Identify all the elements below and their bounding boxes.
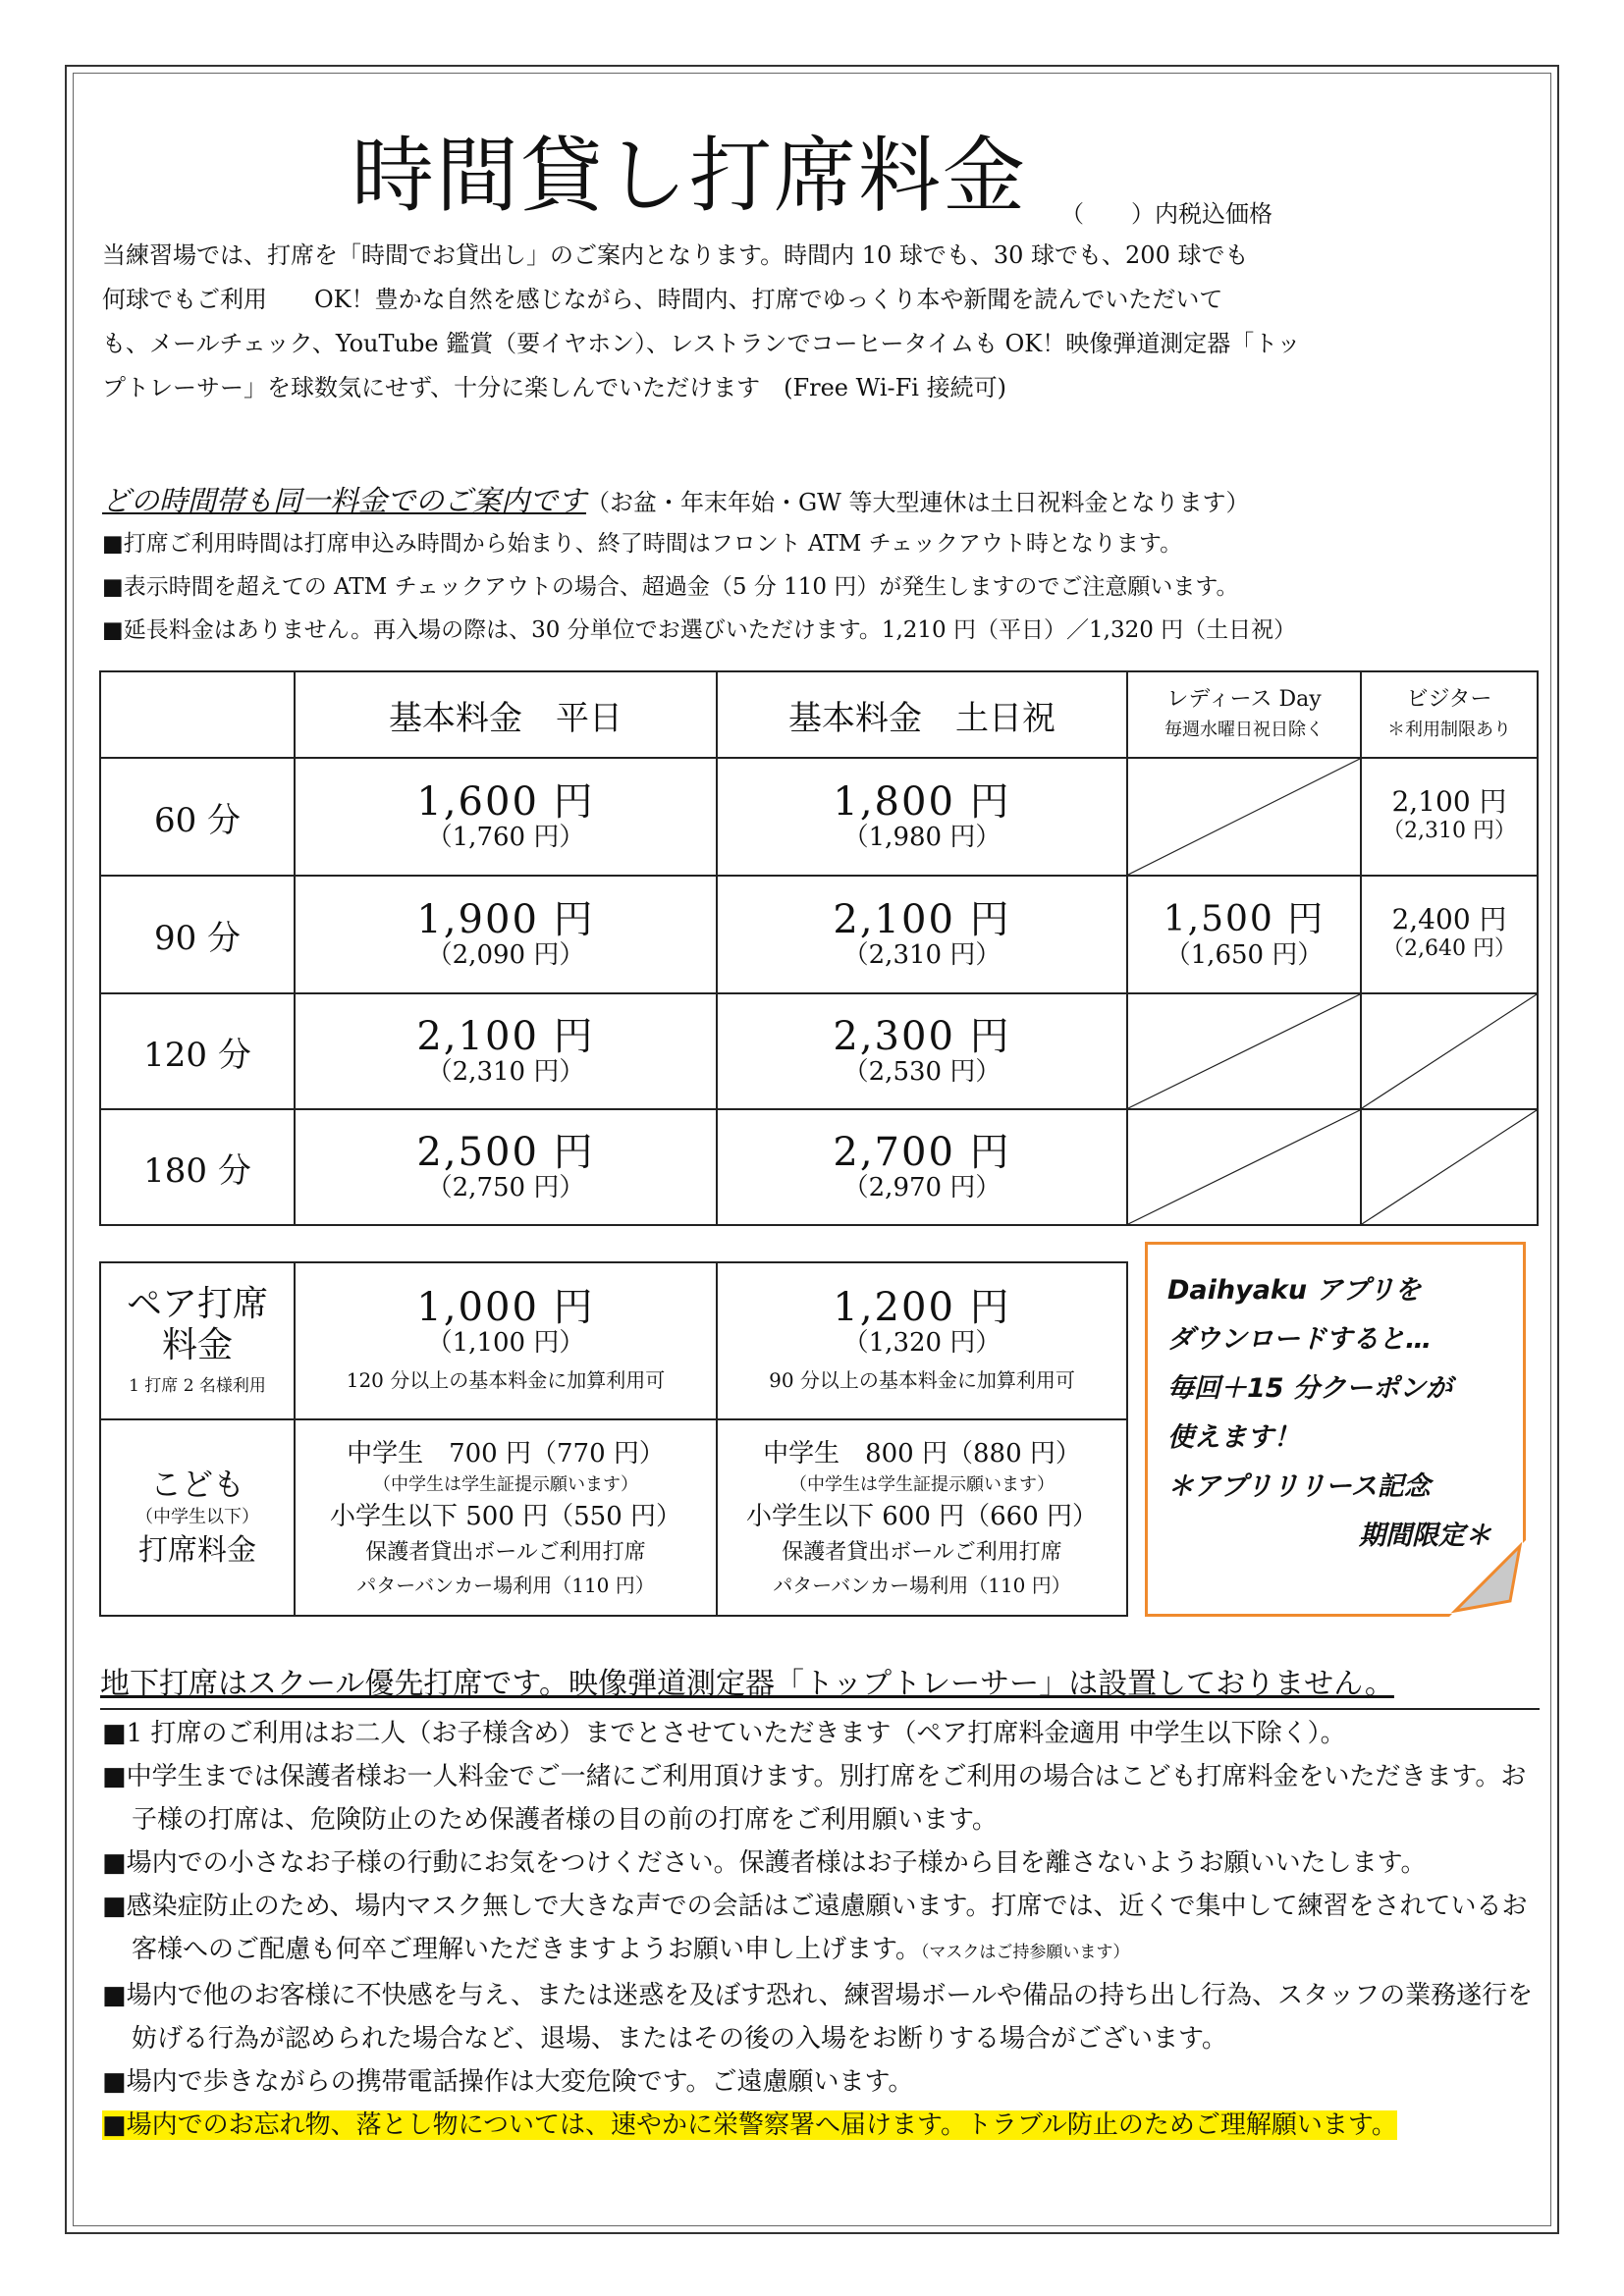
table-row (100, 993, 1538, 1109)
price: 2,300 円 (833, 1014, 1011, 1059)
price: 1,500 円 (1163, 899, 1326, 939)
kids-note: パターバンカー場利用（110 円） (773, 1574, 1071, 1597)
promo-line: 使えます！ (1167, 1422, 1300, 1453)
rule-item: ■中学生までは保護者様お一人料金でご一緒にご利用頂けます。別打席をご利用の場合はこども打席料金をいただきます。お子様の打席は、危険防止のため保護者様の目の前の打席をご利用願います。 (102, 1762, 1527, 1835)
price: 1,900 円 (416, 897, 595, 942)
price-tax: （1,650 円） (1164, 940, 1324, 970)
header-visitor-note: ＊利用制限あり (1387, 720, 1511, 740)
table-header-row (100, 671, 1538, 758)
section-heading (102, 479, 1526, 519)
intro-line: 当練習場では、打席を「時間でお貸出し」のご案内となります。時間内 10 球でも、30 球でも、200 球でも (102, 241, 1249, 269)
pair-label: ペア打席 (126, 1284, 268, 1324)
price: 1,600 円 (416, 779, 595, 825)
duration-cell: 180 分 (100, 1109, 295, 1225)
kids-note: 保護者貸出ボールご利用打席 (365, 1540, 646, 1565)
rules-heading: 地下打席はスクール優先打席です。映像弾道測定器「トップトレーサー」は設置しておりません。 (100, 1667, 1394, 1701)
kids-label-note: （中学生以下） (135, 1507, 259, 1527)
promo-text (1167, 1266, 1511, 1561)
visitor-price-cell (1361, 876, 1538, 993)
weekday-price-cell (295, 876, 717, 993)
rules-list (102, 1712, 1536, 2147)
rate-table (99, 670, 1539, 1226)
duration-cell: 120 分 (100, 993, 295, 1109)
duration-cell: 60 分 (100, 758, 295, 876)
rule-item (102, 2104, 1536, 2147)
diagonal-slash (1128, 759, 1360, 875)
weekend-price-cell (717, 993, 1127, 1109)
kids-row (100, 1419, 1127, 1616)
kids-jhs-note: （中学生は学生証提示願います） (789, 1474, 1055, 1495)
kids-label: こども (149, 1466, 244, 1503)
extra-rate-table (99, 1261, 1128, 1617)
price-tax: （2,090 円） (426, 940, 585, 970)
promo-line: ＊アプリリリース記念 (1167, 1471, 1431, 1502)
app-promo-box (1145, 1242, 1526, 1617)
diagonal-slash (1362, 1110, 1537, 1224)
price: 2,500 円 (416, 1130, 595, 1175)
ladies-na-cell (1127, 1109, 1361, 1225)
weekend-price-cell (717, 876, 1127, 993)
promo-line: ダウンロードすると… (1167, 1324, 1433, 1355)
weekday-price-cell (295, 758, 717, 876)
pair-weekend-cell (717, 1262, 1127, 1419)
diagonal-slash (1128, 1110, 1360, 1224)
rule-item: ■場内で他のお客様に不快感を与え、または迷惑を及ぼす恐れ、練習場ボールや備品の持ち出し行為、スタッフの業務遂行を妨げる行為が認められた場合など、退場、またはその後の入場をお断りする場合がございます。 (102, 1981, 1534, 2054)
duration-cell: 90 分 (100, 876, 295, 993)
kids-jhs-note: （中学生は学生証提示願います） (373, 1474, 638, 1495)
kids-elem-price: 小学生以下 600 円（660 円） (745, 1502, 1099, 1531)
diagonal-slash (1128, 994, 1360, 1108)
kids-weekend-cell (717, 1419, 1127, 1616)
rule-item (102, 1885, 1536, 1974)
price: 2,100 円 (1391, 785, 1507, 818)
price-tax: （2,530 円） (842, 1057, 1001, 1087)
price: 2,100 円 (416, 1014, 595, 1059)
price: 2,700 円 (833, 1130, 1011, 1175)
rule-text: ■感染症防止のため、場内マスク無しで大きな声での会話はご遠慮願います。打席では、近くで集中して練習をされているお客様へのご配慮も何卒ご理解いただきますようお願い申し上げます。 (102, 1892, 1528, 1964)
kids-note: 保護者貸出ボールご利用打席 (782, 1540, 1062, 1565)
visitor-price-cell (1361, 758, 1538, 876)
ladies-na-cell (1127, 758, 1361, 876)
visitor-na-cell (1361, 1109, 1538, 1225)
corner-cell (100, 671, 295, 758)
intro-paragraph (102, 234, 1526, 410)
section-heading-text: どの時間帯も同一料金でのご案内です (102, 484, 587, 517)
price-tax: （2,310 円） (426, 1057, 585, 1087)
kids-note: パターバンカー場利用（110 円） (356, 1574, 655, 1597)
rate-notes (102, 522, 1526, 652)
price-tax: （2,970 円） (842, 1173, 1001, 1202)
divider (100, 1708, 1540, 1710)
section-heading-note: （お盆・年末年始・GW 等大型連休は土日祝料金となります） (586, 489, 1250, 516)
kids-weekday-cell (295, 1419, 717, 1616)
pair-label-cell (100, 1262, 295, 1419)
rate-note: ■表示時間を超えての ATM チェックアウトの場合、超過金（5 分 110 円）が発生しますのでご注意願います。 (102, 574, 1239, 600)
pair-weekday-cell (295, 1262, 717, 1419)
highlighted-rule: ■場内でのお忘れ物、落とし物については、速やかに栄警察署へ届けます。トラブル防止のためご理解願います。 (102, 2110, 1397, 2140)
ladies-na-cell (1127, 993, 1361, 1109)
price-tax: （1,320 円） (842, 1328, 1001, 1358)
price-tax: （1,760 円） (426, 823, 585, 852)
price: 1,200 円 (833, 1285, 1011, 1330)
weekday-price-cell (295, 1109, 717, 1225)
price-tax: （1,100 円） (426, 1328, 585, 1358)
promo-line: Daihyaku アプリを (1167, 1275, 1422, 1306)
kids-elem-price: 小学生以下 500 円（550 円） (329, 1502, 682, 1531)
pair-label: 料金 (161, 1325, 233, 1365)
price: 2,400 円 (1391, 903, 1507, 935)
intro-line: も、メールチェック、YouTube 鑑賞（要イヤホン）、レストランでコーヒータイムも OK！映像弾道測定器「トッ (102, 330, 1301, 357)
intro-line: 何球でもご利用 OK！豊かな自然を感じながら、時間内、打席でゆっくり本や新聞を読んでいただいて (102, 286, 1223, 313)
pair-note: 90 分以上の基本料金に加算利用可 (769, 1368, 1075, 1392)
price-tax: （2,640 円） (1382, 936, 1516, 961)
pair-row (100, 1262, 1127, 1419)
header-visitor-title: ビジター (1406, 687, 1492, 712)
kids-jhs-price: 中学生 800 円（880 円） (763, 1439, 1081, 1468)
ladies-price-cell (1127, 876, 1361, 993)
price-tax: （2,310 円） (842, 940, 1001, 970)
rule-small-note: （マスクはご持参願います） (920, 1943, 1130, 1962)
price: 2,100 円 (833, 897, 1011, 942)
header-visitor (1361, 671, 1538, 758)
promo-line: 期間限定＊ (1359, 1521, 1491, 1551)
kids-jhs-price: 中学生 700 円（770 円） (347, 1439, 665, 1468)
rule-item: ■場内で歩きながらの携帯電話操作は大変危険です。ご遠慮願います。 (102, 2067, 914, 2097)
price-tax: （2,310 円） (1382, 819, 1516, 843)
table-row (100, 876, 1538, 993)
pair-label-note: 1 打席 2 名様利用 (129, 1376, 266, 1396)
rate-note: ■延長料金はありません。再入場の際は、30 分単位でお選びいただけます。1,210 円（平日）／1,320 円（土日祝） (102, 617, 1297, 643)
promo-line: 毎回＋15 分クーポンが (1167, 1373, 1452, 1404)
kids-label: 打席料金 (138, 1533, 256, 1568)
rule-item: ■1 打席のご利用はお二人（お子様含め）までとさせていただきます（ペア打席料金適用 中学生以下除く）。 (102, 1719, 1346, 1748)
header-weekday: 基本料金 平日 (295, 671, 717, 758)
header-weekend: 基本料金 土日祝 (717, 671, 1127, 758)
table-row (100, 758, 1538, 876)
visitor-na-cell (1361, 993, 1538, 1109)
header-ladies-title: レディース Day (1166, 687, 1322, 712)
pair-note: 120 分以上の基本料金に加算利用可 (346, 1368, 666, 1392)
price-tax: （2,750 円） (426, 1173, 585, 1202)
header-ladies (1127, 671, 1361, 758)
rule-item: ■場内での小さなお子様の行動にお気をつけください。保護者様はお子様から目を離さないようお願いいたします。 (102, 1848, 1427, 1878)
intro-line: プトレーサー」を球数気にせず、十分に楽しんでいただけます (Free Wi-Fi 接続可) (102, 374, 1006, 401)
weekday-price-cell (295, 993, 717, 1109)
price: 1,800 円 (833, 779, 1011, 825)
page-curl-icon (1449, 1540, 1526, 1617)
header-ladies-note: 毎週水曜日祝日除く (1164, 720, 1324, 740)
weekend-price-cell (717, 758, 1127, 876)
rate-note: ■打席ご利用時間は打席申込み時間から始まり、終了時間はフロント ATM チェックアウト時となります。 (102, 531, 1183, 557)
page-title (0, 110, 1624, 228)
title-text: 時間貸し打席料金 (351, 128, 1027, 224)
weekend-price-cell (717, 1109, 1127, 1225)
price: 1,000 円 (416, 1285, 595, 1330)
table-row (100, 1109, 1538, 1225)
diagonal-slash (1362, 994, 1537, 1108)
price-tax: （1,980 円） (842, 823, 1001, 852)
tax-note: （ ）内税込価格 (1060, 200, 1272, 228)
kids-label-cell (100, 1419, 295, 1616)
